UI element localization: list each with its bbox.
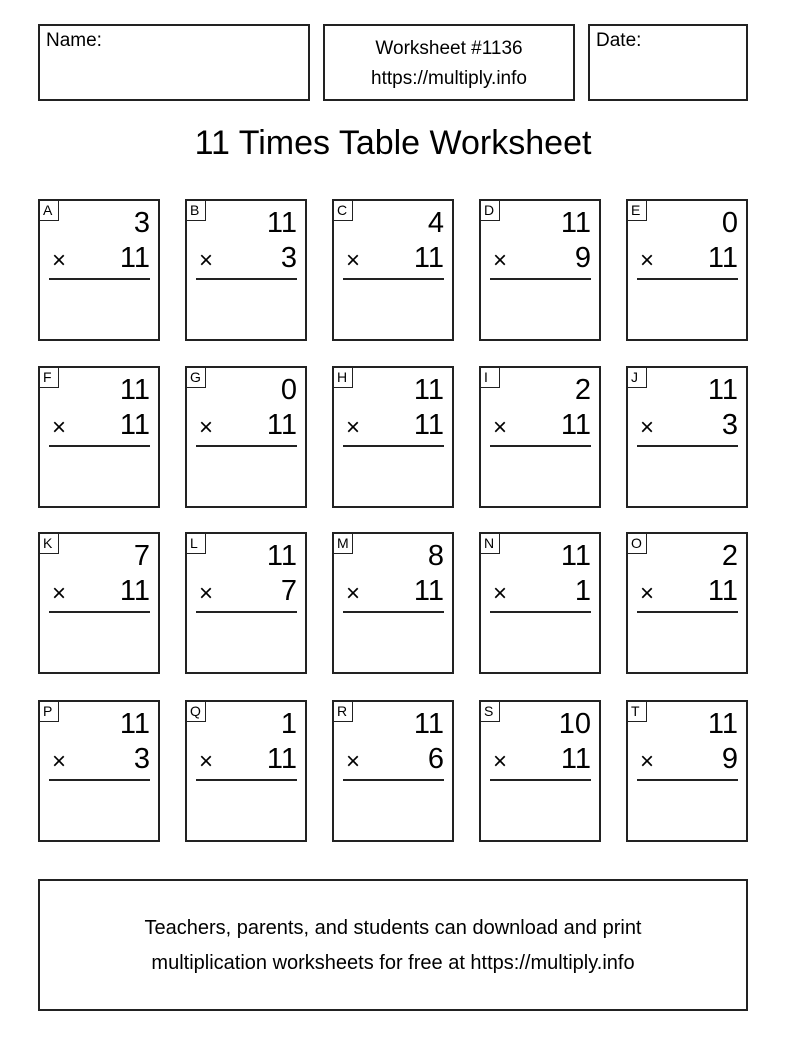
problem-card[interactable] [626,700,748,842]
problem-top-number: 11 [413,374,444,406]
problem-bottom-number: 9 [574,242,591,274]
times-sign: × [199,414,214,441]
answer-line [343,278,444,280]
problem-bottom-number: 1 [574,575,591,607]
problem-top-number: 2 [721,540,738,572]
problem-bottom-number: 11 [560,743,591,775]
answer-line [196,611,297,613]
problem-bottom-number: 3 [133,743,150,775]
problem-bottom-number: 11 [413,575,444,607]
problem-letter: J [627,367,647,388]
answer-line [196,779,297,781]
problem-card[interactable] [185,366,307,508]
problem-letter: D [480,200,500,221]
answer-line [490,445,591,447]
times-sign: × [199,580,214,607]
problem-bottom-number: 11 [266,409,297,441]
answer-line [49,445,150,447]
answer-line [637,278,738,280]
problem-letter: C [333,200,353,221]
problem-top-number: 2 [574,374,591,406]
times-sign: × [640,247,655,274]
times-sign: × [493,247,508,274]
problem-top-number: 3 [133,207,150,239]
problem-card[interactable] [479,532,601,674]
problem-bottom-number: 11 [119,409,150,441]
times-sign: × [640,580,655,607]
times-sign: × [346,247,361,274]
problem-card[interactable] [185,700,307,842]
problem-letter: R [333,701,353,722]
problem-letter: Q [186,701,206,722]
times-sign: × [52,414,67,441]
times-sign: × [199,748,214,775]
problem-top-number: 11 [266,207,297,239]
times-sign: × [640,748,655,775]
problem-letter: T [627,701,647,722]
problem-top-number: 11 [560,207,591,239]
problem-top-number: 0 [721,207,738,239]
times-sign: × [346,580,361,607]
name-label: Name: [46,30,102,51]
problem-bottom-number: 11 [119,575,150,607]
problem-card[interactable] [38,700,160,842]
worksheet-info-box [323,24,575,101]
problem-bottom-number: 3 [280,242,297,274]
answer-line [343,611,444,613]
problem-top-number: 11 [413,708,444,740]
problem-bottom-number: 11 [413,409,444,441]
problem-card[interactable] [332,199,454,341]
problem-card[interactable] [185,199,307,341]
answer-line [637,445,738,447]
problem-card[interactable] [332,366,454,508]
problem-letter: L [186,533,206,554]
footer-box [38,879,748,1011]
problem-card[interactable] [332,700,454,842]
problem-bottom-number: 11 [707,575,738,607]
problem-card[interactable] [479,199,601,341]
problem-top-number: 1 [280,708,297,740]
problem-bottom-number: 9 [721,743,738,775]
problem-bottom-number: 11 [266,743,297,775]
answer-line [196,445,297,447]
answer-line [49,611,150,613]
answer-line [637,779,738,781]
problem-card[interactable] [38,199,160,341]
problem-card[interactable] [38,366,160,508]
problem-bottom-number: 11 [119,242,150,274]
problem-top-number: 11 [119,708,150,740]
times-sign: × [493,748,508,775]
date-field[interactable] [588,24,748,101]
footer-line-1: Teachers, parents, and students can download and print [144,917,642,939]
problem-card[interactable] [479,366,601,508]
problem-top-number: 10 [558,708,591,740]
worksheet-url: https://multiply.info [371,68,527,89]
problem-letter: F [39,367,59,388]
problem-letter: E [627,200,647,221]
problem-letter: H [333,367,353,388]
answer-line [637,611,738,613]
problem-top-number: 11 [707,708,738,740]
problem-bottom-number: 3 [721,409,738,441]
problem-card[interactable] [332,532,454,674]
date-label: Date: [596,30,642,51]
problem-top-number: 0 [280,374,297,406]
problem-top-number: 4 [427,207,444,239]
answer-line [490,278,591,280]
problem-letter: B [186,200,206,221]
worksheet-number: Worksheet #1136 [375,38,523,59]
problem-top-number: 11 [707,374,738,406]
answer-line [490,611,591,613]
answer-line [196,278,297,280]
problem-card[interactable] [626,366,748,508]
times-sign: × [493,580,508,607]
problem-card[interactable] [479,700,601,842]
problem-letter: S [480,701,500,722]
problem-letter: P [39,701,59,722]
times-sign: × [52,247,67,274]
problem-top-number: 7 [133,540,150,572]
problem-letter: I [480,367,500,388]
problem-top-number: 8 [427,540,444,572]
times-sign: × [199,247,214,274]
problem-letter: O [627,533,647,554]
problem-bottom-number: 7 [280,575,297,607]
problem-letter: G [186,367,206,388]
answer-line [49,278,150,280]
times-sign: × [52,580,67,607]
name-field[interactable] [38,24,310,101]
problem-letter: M [333,533,353,554]
times-sign: × [346,748,361,775]
answer-line [49,779,150,781]
answer-line [490,779,591,781]
problem-bottom-number: 6 [427,743,444,775]
problem-bottom-number: 11 [707,242,738,274]
problem-letter: N [480,533,500,554]
problem-bottom-number: 11 [560,409,591,441]
problem-card[interactable] [626,532,748,674]
problem-card[interactable] [185,532,307,674]
problem-card[interactable] [38,532,160,674]
problem-top-number: 11 [119,374,150,406]
problem-top-number: 11 [266,540,297,572]
times-sign: × [493,414,508,441]
problem-bottom-number: 11 [413,242,444,274]
page-title: 11 Times Table Worksheet [194,124,592,162]
times-sign: × [346,414,361,441]
times-sign: × [640,414,655,441]
times-sign: × [52,748,67,775]
answer-line [343,779,444,781]
footer-line-2: multiplication worksheets for free at https://multiply.info [151,952,635,974]
problem-letter: K [39,533,59,554]
problem-card[interactable] [626,199,748,341]
problem-top-number: 11 [560,540,591,572]
problem-letter: A [39,200,59,221]
answer-line [343,445,444,447]
